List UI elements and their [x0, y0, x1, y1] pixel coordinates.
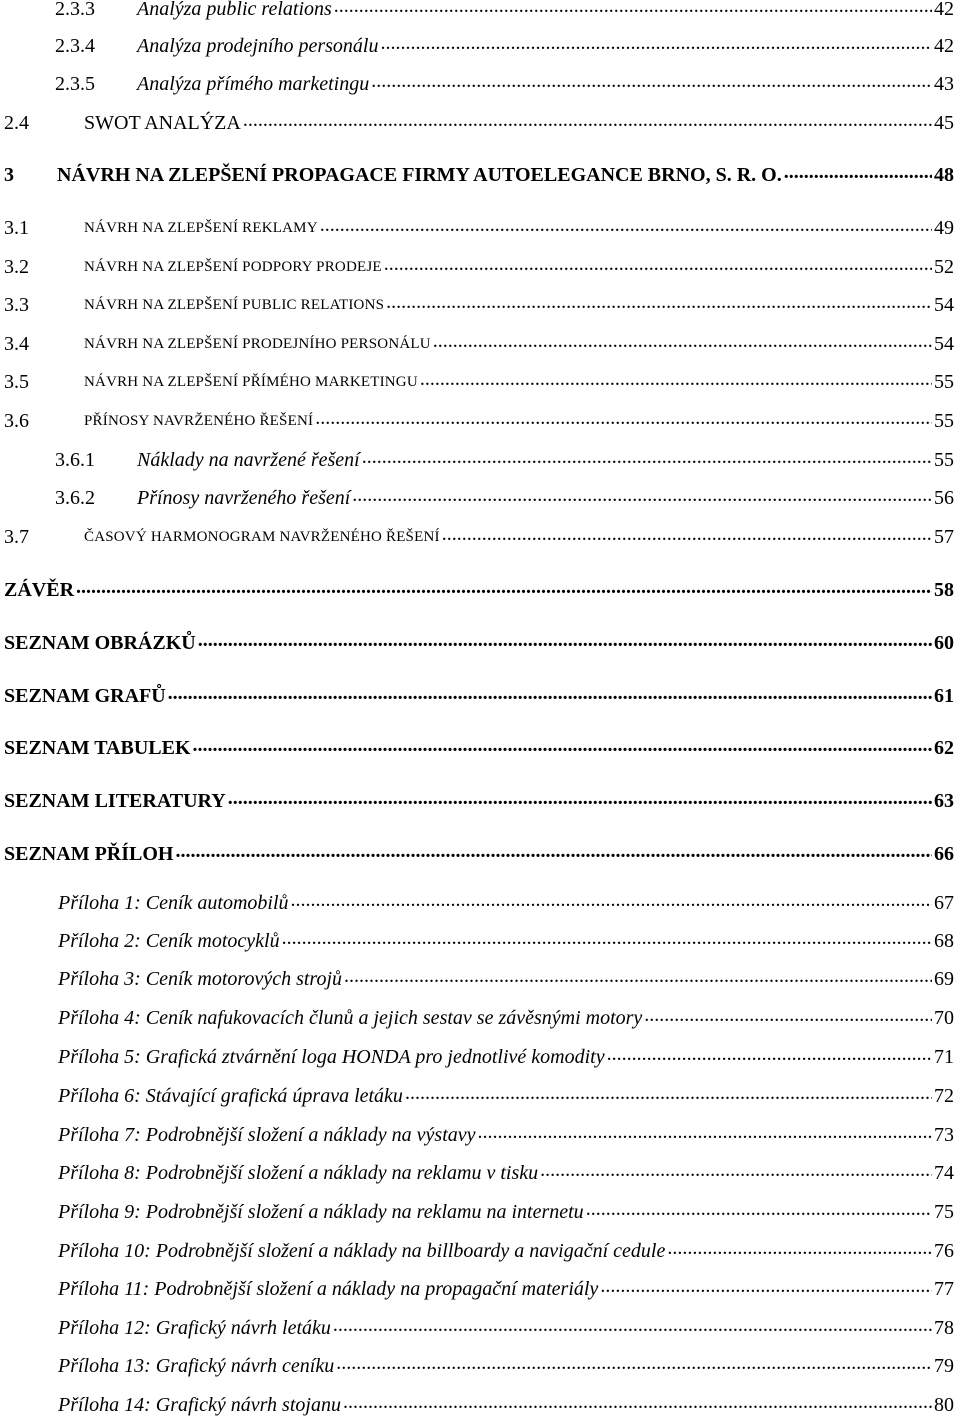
- dot-leader: [433, 329, 932, 359]
- toc-entry-title: NÁVRH NA ZLEPŠENÍ PUBLIC RELATIONS: [84, 296, 385, 313]
- dot-leader: [193, 733, 932, 763]
- toc-entry-title: ZÁVĚR: [4, 578, 75, 601]
- toc-entry-page: 63: [934, 789, 954, 812]
- toc-entry-title: NÁVRH NA ZLEPŠENÍ PRODEJNÍHO PERSONÁLU: [84, 335, 431, 352]
- toc-entry-page: 56: [934, 486, 954, 509]
- toc-entry-page: 55: [934, 370, 954, 393]
- dot-leader: [600, 1274, 932, 1304]
- toc-entry[interactable]: [0, 213, 960, 243]
- toc-entry-number: 3: [4, 163, 14, 186]
- dot-leader: [343, 1390, 932, 1420]
- toc-entry-page: 49: [934, 216, 954, 239]
- toc-entry[interactable]: [0, 964, 960, 994]
- toc-entry[interactable]: [0, 1003, 960, 1033]
- toc-entry[interactable]: [0, 1197, 960, 1227]
- toc-entry[interactable]: [0, 160, 960, 190]
- toc-entry[interactable]: [0, 445, 960, 475]
- toc-entry-page: 72: [934, 1084, 954, 1107]
- toc-entry[interactable]: [0, 1274, 960, 1304]
- dot-leader: [315, 406, 932, 436]
- dot-leader: [362, 445, 932, 475]
- toc-entry-number: 2.3.4: [55, 34, 95, 57]
- toc-entry[interactable]: [0, 69, 960, 99]
- toc-entry-title: Příloha 8: Podrobnější složení a náklady na reklamu v tisku: [58, 1161, 539, 1184]
- dot-leader: [344, 964, 932, 994]
- toc-entry-page: 76: [934, 1239, 954, 1262]
- dot-leader: [442, 522, 932, 552]
- toc-entry-page: 68: [934, 929, 954, 952]
- toc-entry-page: 54: [934, 293, 954, 316]
- dot-leader: [667, 1236, 932, 1266]
- dot-leader: [352, 483, 932, 513]
- toc-entry-page: 61: [934, 684, 954, 707]
- toc-entry-page: 42: [934, 0, 954, 20]
- toc-entry[interactable]: [0, 0, 960, 24]
- toc-entry[interactable]: [0, 681, 960, 711]
- toc-entry[interactable]: [0, 786, 960, 816]
- dot-leader: [198, 628, 932, 658]
- dot-leader: [291, 888, 932, 918]
- dot-leader: [384, 252, 932, 282]
- toc-entry-title: Příloha 1: Ceník automobilů: [58, 891, 289, 914]
- toc-entry-number: 3.6: [4, 409, 29, 432]
- toc-entry-page: 55: [934, 448, 954, 471]
- toc-entry-number: 3.7: [4, 525, 29, 548]
- dot-leader: [607, 1042, 932, 1072]
- toc-entry-title: Příloha 2: Ceník motocyklů: [58, 929, 280, 952]
- toc-entry-page: 43: [934, 72, 954, 95]
- toc-entry-page: 55: [934, 409, 954, 432]
- toc-entry[interactable]: [0, 1351, 960, 1381]
- toc-entry-title: PŘÍNOSY NAVRŽENÉHO ŘEŠENÍ: [84, 412, 314, 429]
- toc-entry[interactable]: [0, 406, 960, 436]
- dot-leader: [333, 1313, 932, 1343]
- toc-entry[interactable]: [0, 839, 960, 869]
- toc-entry[interactable]: [0, 1390, 960, 1420]
- toc-entry-page: 67: [934, 891, 954, 914]
- toc-entry[interactable]: [0, 31, 960, 61]
- toc-entry-title: NÁVRH NA ZLEPŠENÍ PROPAGACE FIRMY AUTOELEGANCE BRNO, S. R. O.: [57, 163, 782, 186]
- toc-entry-number: 2.3.3: [55, 0, 95, 20]
- toc-entry-page: 52: [934, 255, 954, 278]
- toc-entry[interactable]: [0, 290, 960, 320]
- toc-entry-page: 73: [934, 1123, 954, 1146]
- dot-leader: [175, 839, 932, 869]
- toc-entry-page: 54: [934, 332, 954, 355]
- toc-entry-number: 3.3: [4, 293, 29, 316]
- toc-entry-number: 3.5: [4, 370, 29, 393]
- toc-entry[interactable]: [0, 733, 960, 763]
- toc-entry-page: 66: [934, 842, 954, 865]
- toc-entry-number: 3.1: [4, 216, 29, 239]
- toc-entry-page: 70: [934, 1006, 954, 1029]
- toc-entry-title: Příloha 12: Grafický návrh letáku: [58, 1316, 331, 1339]
- toc-entry-title: Náklady na navržené řešení: [137, 448, 360, 471]
- toc-entry[interactable]: [0, 108, 960, 138]
- dot-leader: [228, 786, 932, 816]
- toc-entry-title: Analýza přímého marketingu: [137, 72, 370, 95]
- toc-entry-page: 69: [934, 967, 954, 990]
- toc-entry-title: Příloha 9: Podrobnější složení a náklady na reklamu na internetu: [58, 1200, 584, 1223]
- toc-entry-title: SEZNAM TABULEK: [4, 736, 191, 759]
- toc-entry-page: 62: [934, 736, 954, 759]
- toc-entry-title: Příloha 14: Grafický návrh stojanu: [58, 1393, 341, 1416]
- toc-entry[interactable]: [0, 888, 960, 918]
- toc-entry-number: 2.3.5: [55, 72, 95, 95]
- toc-entry-page: 80: [934, 1393, 954, 1416]
- toc-entry-number: 3.6.1: [55, 448, 95, 471]
- toc-entry-page: 78: [934, 1316, 954, 1339]
- toc-entry[interactable]: [0, 252, 960, 282]
- toc-entry-number: 3.2: [4, 255, 29, 278]
- toc-entry-title: Příloha 7: Podrobnější složení a náklady na výstavy: [58, 1123, 476, 1146]
- toc-entry-title: Příloha 5: Grafická ztvárnění loga HONDA pro jednotlivé komodity: [58, 1045, 605, 1068]
- toc-entry-title: SEZNAM OBRÁZKŮ: [4, 631, 196, 654]
- toc-entry[interactable]: [0, 329, 960, 359]
- dot-leader: [784, 160, 932, 190]
- toc-entry-title: NÁVRH NA ZLEPŠENÍ PODPORY PRODEJE: [84, 258, 382, 275]
- dot-leader: [336, 1351, 932, 1381]
- toc-entry-number: 3.4: [4, 332, 29, 355]
- toc-entry[interactable]: [0, 483, 960, 513]
- toc-entry-page: 75: [934, 1200, 954, 1223]
- toc-entry-title: Příloha 10: Podrobnější složení a náklady na billboardy a navigační cedule: [58, 1239, 666, 1262]
- toc-entry-title: Příloha 11: Podrobnější složení a náklady na propagační materiály: [58, 1277, 599, 1300]
- dot-leader: [168, 681, 932, 711]
- toc-entry-title: Příloha 13: Grafický návrh ceníku: [58, 1354, 335, 1377]
- toc-entry-page: 48: [934, 163, 954, 186]
- dot-leader: [405, 1081, 932, 1111]
- toc-entry[interactable]: [0, 628, 960, 658]
- toc-entry-page: 57: [934, 525, 954, 548]
- dot-leader: [320, 213, 932, 243]
- toc-entry-title: Příloha 6: Stávající grafická úprava letáku: [58, 1084, 403, 1107]
- toc-entry-title: Příloha 4: Ceník nafukovacích člunů a jejich sestav se závěsnými motory: [58, 1006, 643, 1029]
- toc-entry-page: 45: [934, 111, 954, 134]
- toc-entry[interactable]: [0, 575, 960, 605]
- toc-entry[interactable]: [0, 1313, 960, 1343]
- toc-entry-page: 58: [934, 578, 954, 601]
- toc-entry-title: ČASOVÝ HARMONOGRAM NAVRŽENÉHO ŘEŠENÍ: [84, 528, 440, 545]
- toc-entry[interactable]: [0, 1158, 960, 1188]
- dot-leader: [644, 1003, 932, 1033]
- toc-entry-page: 71: [934, 1045, 954, 1068]
- toc-entry-title: Přínosy navrženého řešení: [137, 486, 351, 509]
- toc-entry-title: SWOT ANALÝZA: [84, 111, 241, 134]
- dot-leader: [386, 290, 932, 320]
- dot-leader: [76, 575, 932, 605]
- dot-leader: [243, 108, 932, 138]
- toc-entry-title: NÁVRH NA ZLEPŠENÍ PŘÍMÉHO MARKETINGU: [84, 373, 418, 390]
- dot-leader: [540, 1158, 932, 1188]
- toc-entry-number: 2.4: [4, 111, 29, 134]
- dot-leader: [380, 31, 932, 61]
- dot-leader: [282, 926, 932, 956]
- toc-entry-title: SEZNAM GRAFŮ: [4, 684, 166, 707]
- dot-leader: [371, 69, 932, 99]
- toc-entry-title: NÁVRH NA ZLEPŠENÍ REKLAMY: [84, 219, 318, 236]
- toc-entry-title: SEZNAM LITERATURY: [4, 789, 226, 812]
- dot-leader: [586, 1197, 932, 1227]
- toc-entry[interactable]: [0, 522, 960, 552]
- toc-entry-page: 77: [934, 1277, 954, 1300]
- toc-entry-page: 79: [934, 1354, 954, 1377]
- dot-leader: [334, 0, 932, 24]
- toc-entry-title: Příloha 3: Ceník motorových strojů: [58, 967, 343, 990]
- toc-entry-title: Analýza prodejního personálu: [137, 34, 379, 57]
- toc-entry[interactable]: [0, 1120, 960, 1150]
- dot-leader: [420, 367, 932, 397]
- toc-entry[interactable]: [0, 367, 960, 397]
- toc-entry[interactable]: [0, 1042, 960, 1072]
- toc-entry[interactable]: [0, 1081, 960, 1111]
- toc-entry-page: 60: [934, 631, 954, 654]
- toc-entry-title: SEZNAM PŘÍLOH: [4, 842, 174, 865]
- toc-entry-number: 3.6.2: [55, 486, 95, 509]
- toc-entry-page: 42: [934, 34, 954, 57]
- toc-entry[interactable]: [0, 926, 960, 956]
- toc-entry-page: 74: [934, 1161, 954, 1184]
- dot-leader: [478, 1120, 932, 1150]
- toc-entry[interactable]: [0, 1236, 960, 1266]
- toc-entry-title: Analýza public relations: [137, 0, 332, 20]
